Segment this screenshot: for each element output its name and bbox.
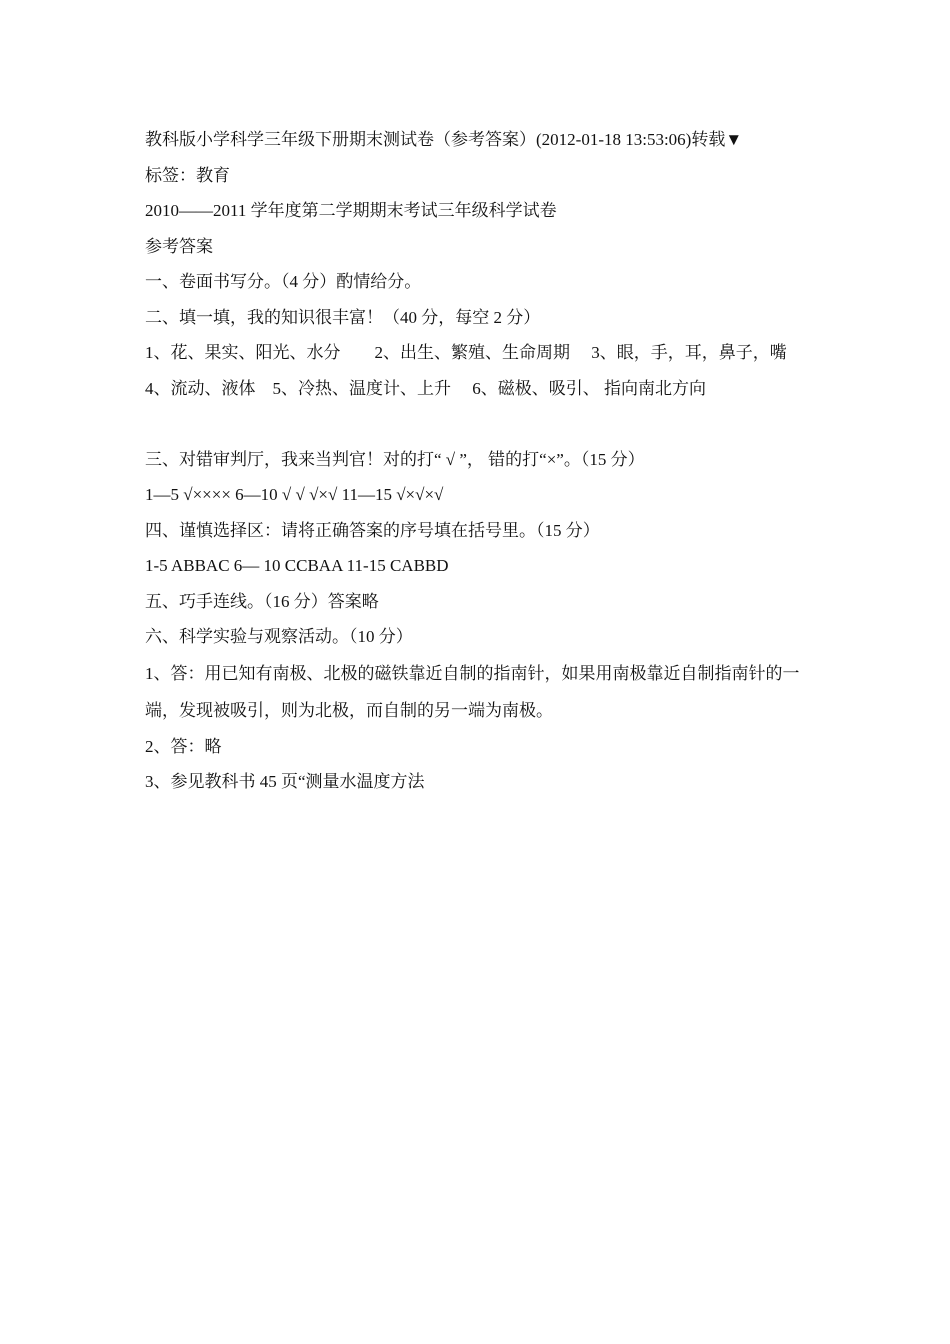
section-2-answers-1: 1、花、果实、阳光、水分 2、出生、繁殖、生命周期 3、眼，手，耳，鼻子，嘴 (145, 343, 787, 362)
exam-title: 2010——2011 学年度第二学期期末考试三年级科学试卷 (145, 201, 557, 220)
answer-key-heading: 参考答案 (145, 236, 213, 256)
section-5-heading: 五、巧手连线。（16 分）答案略 (145, 591, 379, 611)
section-4-answers: 1-5 ABBAC 6— 10 CCBAA 11-15 CABBD (145, 556, 449, 575)
section-6-answer-3: 3、参见教科书 45 页“测量水温度方法 (145, 772, 425, 791)
section-6-answer-2: 2、答：略 (145, 736, 222, 756)
section-6-heading: 六、科学实验与观察活动。（10 分） (145, 627, 413, 646)
section-3-answers: 1—5 √×××× 6—10 √ √ √×√ 11—15 √×√×√ (145, 485, 444, 504)
section-2-answers-2: 4、流动、液体 5、冷热、温度计、上升 6、磁极、吸引、 指向南北方向 (145, 378, 706, 398)
section-2-heading: 二、填一填，我的知识很丰富！（40 分，每空 2 分） (145, 307, 541, 327)
section-4-heading: 四、谨慎选择区：请将正确答案的序号填在括号里。（15 分） (145, 520, 600, 540)
document-title: 教科版小学科学三年级下册期末测试卷（参考答案）(2012-01-18 13:53:06)转载▼ (145, 130, 743, 149)
section-1-heading: 一、卷面书写分。（4 分）酌情给分。 (145, 272, 422, 291)
blank-line (145, 406, 815, 442)
section-6-answer-1: 1、答：用已知有南极、北极的磁铁靠近自制的指南针，如果用南极靠近自制指南针的一端，发现被吸引，则为北极，而自制的另一端为南极。 (145, 663, 800, 720)
document-body (145, 122, 815, 800)
tags-line: 标签：教育 (145, 165, 230, 185)
section-3-heading: 三、对错审判厅，我来当判官！对的打“ √ ”， 错的打“×”。（15 分） (145, 449, 645, 469)
